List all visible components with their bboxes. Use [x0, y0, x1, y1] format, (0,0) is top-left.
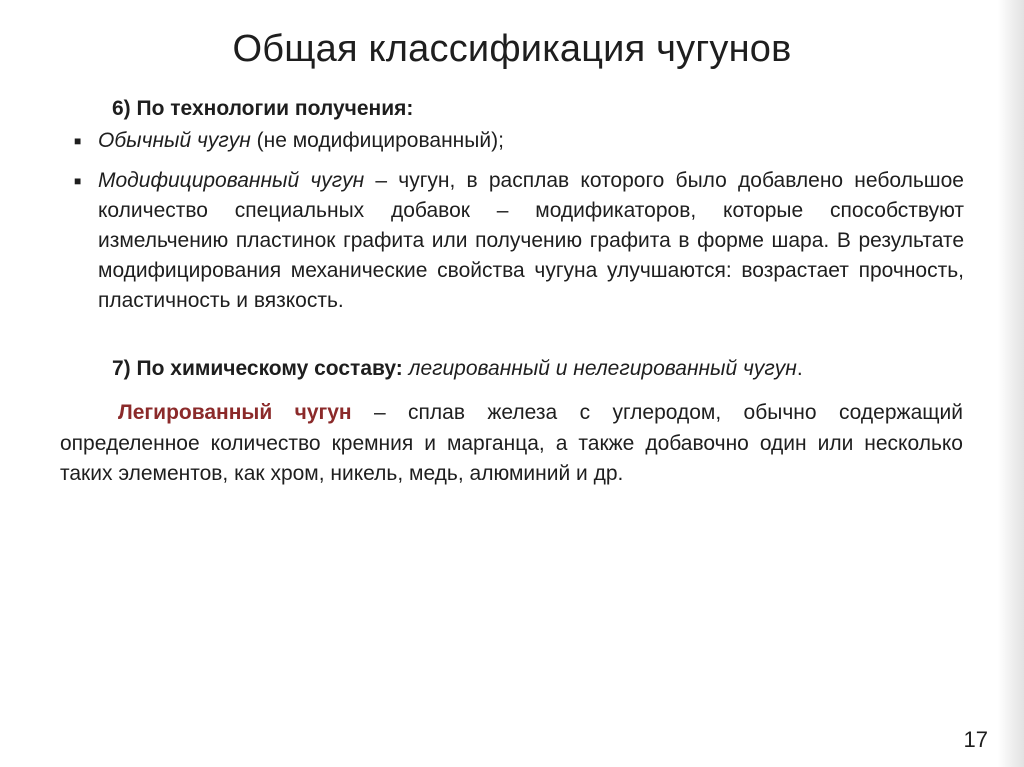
definition-paragraph — [60, 398, 963, 490]
list-item-modified-iron — [98, 166, 964, 316]
section-7-heading: 7) По химическому составу: — [112, 357, 403, 380]
definition-text: – сплав железа с углеродом, обычно содержащий определенное количество кремния и марганца, а также добавочно один или несколько таких элементов, как хром, никель, медь, алюминий и др. — [60, 401, 963, 485]
section-7-line — [112, 357, 803, 381]
definition-term: Легированный чугун — [118, 401, 352, 424]
bullet-term: Обычный чугун — [98, 129, 251, 152]
square-bullet-icon: ■ — [74, 134, 82, 148]
slide-title: Общая классификация чугунов — [232, 28, 792, 70]
bullet-text: (не модифицированный); — [250, 129, 504, 152]
page-number: 17 — [963, 727, 988, 752]
section-6-heading: 6) По технологии получения: — [112, 97, 414, 120]
list-item-ordinary-iron — [98, 126, 960, 156]
bullet-text: – чугун, в расплав которого было добавлено небольшое количество специальных добавок – модификаторов, которые способствуют измельчению пластинок графита или получению графита в форме шара. В результате модифицирования механические свойства чугуна улучшаются: возрастает прочность, пластичность и вязкость. — [98, 169, 964, 312]
square-bullet-icon: ■ — [74, 174, 82, 188]
slide-edge-shadow — [998, 0, 1024, 767]
section-7-value: легированный и нелегированный чугун — [402, 357, 797, 380]
section-7-period: . — [796, 357, 803, 380]
bullet-term: Модифицированный чугун — [98, 169, 365, 192]
